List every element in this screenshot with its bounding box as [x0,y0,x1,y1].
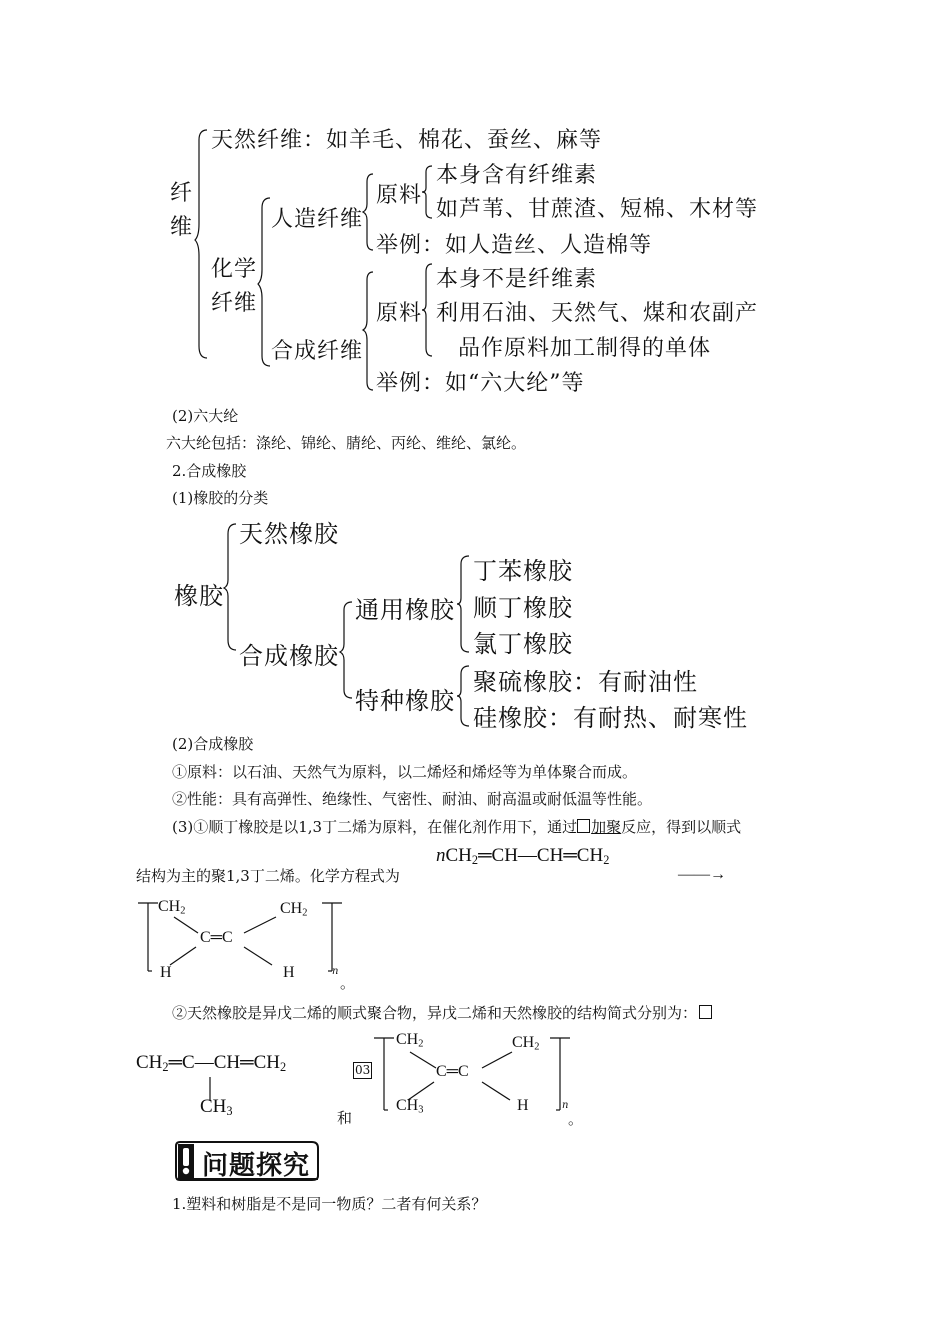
rubber-general-1: 丁苯橡胶 [473,557,573,585]
fiber-brace-man-made [363,172,375,252]
fiber-brace-main [195,128,209,360]
inquiry-banner-title: 问题探究 [202,1151,311,1181]
rubber-general-2: 顺丁橡胶 [473,594,573,622]
rubber-general: 通用橡胶 [355,596,455,624]
rubber-synthetic: 合成橡胶 [239,642,339,670]
and-text: 和 [337,1109,353,1127]
rubber-general-3: 氯丁橡胶 [473,630,573,658]
fiber-brace-chemical [258,196,272,368]
pb-ch2-right: $CH_2$ [280,900,308,919]
pb-cc: C═C [200,929,233,946]
nr-ch2-right: $CH_2$ [512,1034,540,1053]
pb-h-right: H [283,964,295,981]
butadiene-formula: $nCH_2═CH—CH═CH_2$ [436,845,610,868]
nr-period: 。 [568,1110,584,1128]
nr-h: H [517,1097,529,1114]
pb-n: n [332,966,339,977]
fiber-brace-mm-raw [422,164,434,220]
rubber-special: 特种橡胶 [355,687,455,715]
fiber-mm-raw-label: 原料 [376,183,423,208]
fiber-syn-example: 举例：如“六大纶”等 [376,371,585,396]
reaction-arrow: ——→ [678,866,726,883]
fiber-natural: 天然纤维：如羊毛、棉花、蚕丝、麻等 [211,128,603,153]
nr-ch3: $CH_3$ [396,1097,424,1116]
fiber-man-made: 人造纤维 [271,207,364,232]
section-synth-p1: ①原料：以石油、天然气为原料，以二烯烃和烯烃等为单体聚合而成。 [172,763,638,781]
rubber-special-2: 硅橡胶：有耐热、耐寒性 [473,704,748,732]
isoprene-formula: $CH_2═C—CH═CH_2$ [136,1052,287,1075]
isoprene-ch3: $CH_3$ [200,1096,233,1119]
fiber-mm-raw-2: 如芦苇、甘蔗渣、短棉、木材等 [436,197,759,222]
rubber-special-1: 聚硫橡胶：有耐油性 [473,668,698,696]
fiber-root-char1: 纤 [170,181,194,206]
section-synth-p2: ②性能：具有高弹性、绝缘性、气密性、耐油、耐高温或耐低温等性能。 [172,790,653,808]
pb-ch2-left: $CH_2$ [158,898,186,917]
fiber-root-char2: 维 [170,215,194,240]
blank-answer: 加聚 [591,818,622,836]
section-rubber-sub1: (1)橡胶的分类 [172,489,269,507]
inquiry-banner [172,1140,322,1182]
fiber-syn-raw-2: 利用石油、天然气、煤和农副产 [436,301,759,326]
fiber-mm-example: 举例：如人造丝、人造棉等 [376,233,653,258]
pb-h-left: H [160,964,172,981]
section-six-lun-heading: (2)六大纶 [172,407,239,425]
section-synth-p5: ②天然橡胶是异戊二烯的顺式聚合物，异戊二烯和天然橡胶的结构简式分别为： [172,1002,713,1023]
rubber-brace-special [457,664,471,728]
blank-box-2 [699,1005,712,1019]
rubber-brace-main [224,522,238,652]
section-synth-heading: (2)合成橡胶 [172,735,254,753]
fiber-brace-synthetic [363,270,375,392]
section-synth-p3: (3)①顺丁橡胶是以1,3丁二烯为原料，在催化剂作用下，通过 加聚反应，得到以顺式 [172,818,742,836]
blank-03: 03 [355,1063,371,1077]
fiber-syn-raw-3: 品作原料加工制得的单体 [458,336,712,361]
fiber-mm-raw-1: 本身含有纤维素 [436,163,598,188]
fiber-chemical-2: 纤维 [211,291,258,316]
section-six-lun-text: 六大纶包括：涤纶、锦纶、腈纶、丙纶、维纶、氯纶。 [166,434,527,452]
nr-cc: C═C [436,1063,469,1080]
rubber-brace-general [457,554,471,654]
fiber-synthetic: 合成纤维 [271,339,364,364]
section-rubber-heading: 2.合成橡胶 [172,462,247,480]
fiber-chemical-1: 化学 [211,257,258,282]
fiber-brace-syn-raw [422,262,434,358]
pb-period: 。 [340,974,356,992]
fiber-syn-raw-1: 本身不是纤维素 [436,267,598,292]
inquiry-q1: 1.塑料和树脂是不是同一物质？二者有何关系？ [172,1195,487,1213]
blank-box [577,819,590,833]
section-synth-p4: 结构为主的聚1,3丁二烯。化学方程式为 [136,867,400,885]
rubber-natural: 天然橡胶 [239,520,339,548]
fiber-syn-raw-label: 原料 [376,301,423,326]
rubber-root: 橡胶 [174,582,224,610]
nr-ch2-left: $CH_2$ [396,1031,424,1050]
rubber-brace-synthetic [340,600,354,700]
nr-n: n [562,1100,569,1111]
